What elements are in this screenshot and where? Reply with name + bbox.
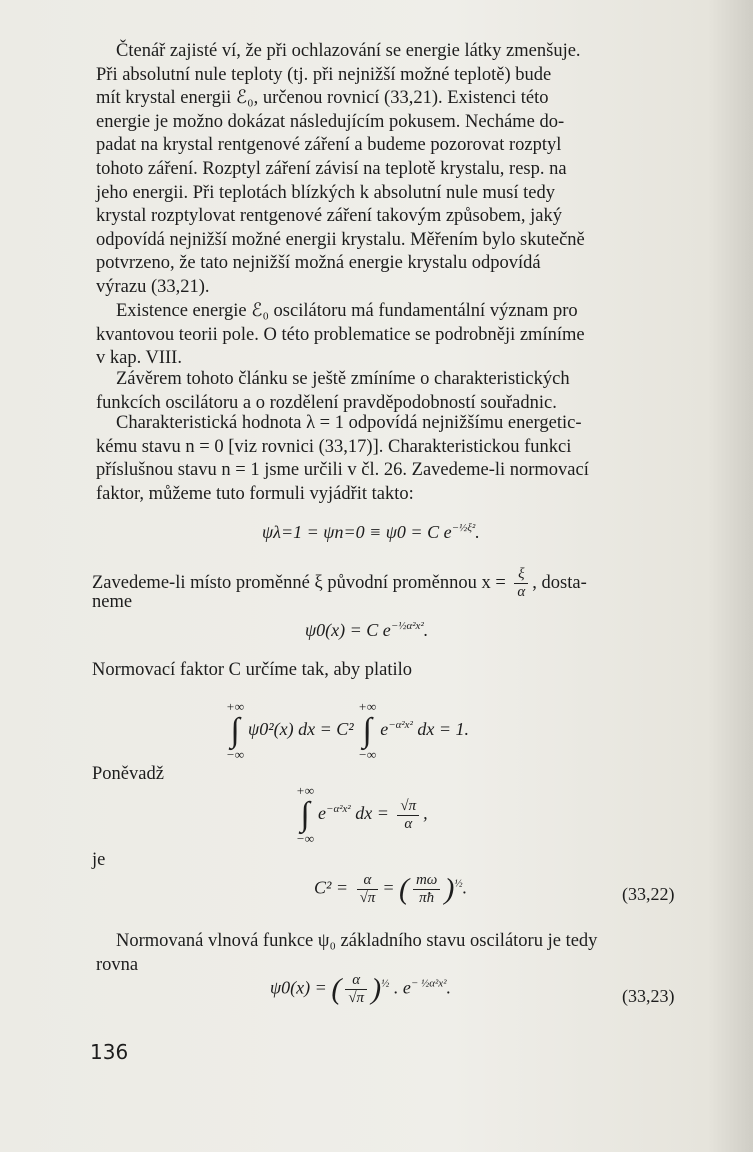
text-line: Poněvadž	[92, 764, 164, 784]
text-line: neme	[92, 592, 133, 612]
equation-gauss-integral: +∞ ∫ −∞ $e^{-\alpha^2x^2}$ dx = $\frac{√\pi}{\alpha}$ ,	[296, 783, 428, 846]
text-line: výrazu (33,21).	[96, 276, 210, 297]
text-line: jeho energii. Při teplotách blízkých k absolutní nule musí tedy	[96, 182, 555, 203]
paragraph-2	[96, 300, 692, 371]
text-line: odpovídá nejnižší možné energii krystalu. Měřením bylo skutečně	[96, 229, 585, 250]
integral-sign: +∞ ∫ −∞	[226, 699, 245, 762]
equation-c-squared: C² = $\frac{\alpha}{√\pi}$ = ( $\frac{m\omega}{\pi ħ}$ )$^{\frac{1}{2}}$.	[314, 872, 468, 906]
text-line: Zavedeme-li místo proměnné ξ původní proměnnou x = $\frac{\xi}{\alpha}$ , dosta-	[92, 566, 587, 600]
text-line: Charakteristická hodnota λ = 1 odpovídá nejnižšímu energetic-	[116, 413, 582, 433]
equation-number: (33,22)	[622, 884, 675, 904]
text-line: Normovací faktor C určíme tak, aby platilo	[92, 660, 413, 680]
equation-number: (33,23)	[622, 986, 675, 1006]
text-line: potvrzeno, že tato nejnižší možná energie krystalu odpovídá	[96, 253, 541, 274]
text-line: Závěrem tohoto článku se ještě zmíníme o charakteristických	[116, 369, 570, 389]
equation-psi-lambda: ψλ=1 = ψn=0 ≡ ψ0 = C $e^{-\frac{1}{2}\xi^2}$.	[262, 522, 480, 542]
equation-psi0-x: ψ0(x) = C $e^{-\frac{1}{2}\alpha^2x^2}$.	[305, 620, 429, 640]
text-line: tohoto záření. Rozptyl záření závisí na teplotě krystalu, resp. na	[96, 158, 567, 179]
fraction: $\frac{m\omega}{\pi ħ}$	[413, 872, 440, 907]
text-line: Normovaná vlnová funkce ψ₀ základního stavu oscilátoru je tedy	[116, 931, 598, 951]
text-line: Existence energie ℰ₀ oscilátoru má fundamentální význam pro	[116, 301, 578, 321]
equation-normalization: +∞ ∫ −∞ ψ0²(x) dx = C² +∞ ∫ −∞ $e^{-\alpha^2x^2}$ dx = 1.	[226, 699, 470, 762]
text-line: funkcích oscilátoru a o rozdělení pravděpodobností souřadnic.	[96, 392, 557, 413]
text-line: faktor, můžeme tuto formuli vyjádřit takto:	[96, 483, 414, 504]
text-line: v kap. VIII.	[96, 348, 182, 369]
paragraph-1	[96, 40, 692, 300]
text-line: Čtenář zajisté ví, že při ochlazování se energie látky zmenšuje.	[116, 41, 581, 61]
text-line: kvantovou teorii pole. O této problematice se podrobněji zmíníme	[96, 324, 585, 345]
text-line: rovna	[96, 954, 139, 975]
paragraph-4	[96, 412, 692, 506]
fraction-sqrtpi-alpha: $\frac{√\pi}{\alpha}$	[397, 798, 419, 833]
text-line: energie je možno dokázat následujícím pokusem. Necháme do-	[96, 111, 565, 132]
text-line: mít krystal energii ℰ₀, určenou rovnicí (33,21). Existenci této	[96, 88, 549, 109]
paragraph-9	[96, 930, 692, 977]
equation-psi0-normalized: ψ0(x) = ( $\frac{\alpha}{√\pi}$ )$^{\frac{1}{2}}$ . $e^{- \frac{1}{2}\alpha^2x^2}$.	[270, 972, 451, 1006]
text-line: kému stavu n = 0 [viz rovnici (33,17)]. Charakteristickou funkci	[96, 436, 572, 457]
page-number: 136	[90, 1040, 129, 1064]
text-line: příslušnou stavu n = 1 jsme určili v čl. 26. Zavedeme-li normovací	[96, 460, 589, 481]
integral-sign: +∞ ∫ −∞	[358, 699, 377, 762]
text-line: Při absolutní nule teploty (tj. při nejnižší možné teplotě) bude	[96, 64, 552, 85]
text-line: je	[92, 850, 106, 870]
fraction: $\frac{\alpha}{√\pi}$	[357, 872, 379, 907]
fraction: $\frac{\alpha}{√\pi}$	[345, 972, 367, 1007]
paragraph-3	[96, 368, 692, 415]
text-line: krystal rozptylovat rentgenové záření takovým způsobem, jaký	[96, 206, 562, 227]
text-line: padat na krystal rentgenové záření a budeme pozorovat rozptyl	[96, 135, 562, 156]
fraction-xi-alpha: $\frac{\xi}{\alpha}$	[514, 566, 528, 601]
integral-sign: +∞ ∫ −∞	[296, 783, 315, 846]
